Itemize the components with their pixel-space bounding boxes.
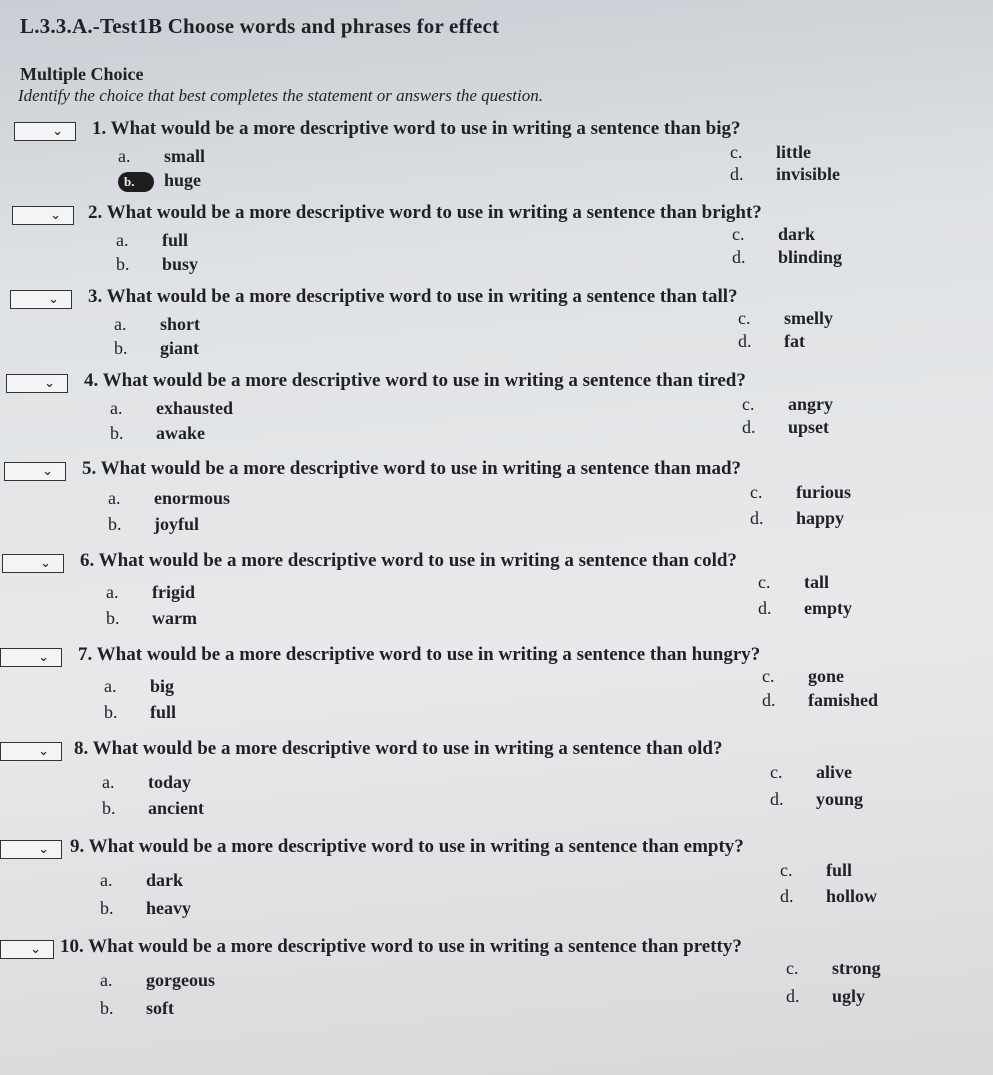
option-c: c. tall <box>758 572 829 592</box>
option-a: a. small <box>118 146 206 166</box>
chevron-down-icon: ⌄ <box>38 842 49 857</box>
option-a: a. short <box>114 314 200 334</box>
question-text: 9. What would be a more descriptive word to use in writing a sentence than empty? <box>70 836 744 857</box>
option-c: c. angry <box>742 394 833 414</box>
option-c: c. smelly <box>738 308 833 328</box>
chevron-down-icon: ⌄ <box>40 556 51 571</box>
option-d: d. blinding <box>732 247 843 267</box>
option-d: d. invisible <box>730 164 841 184</box>
option-a: a. full <box>116 230 189 250</box>
question-text: 7. What would be a more descriptive word to use in writing a sentence than hungry? <box>78 644 761 665</box>
option-a: a. exhausted <box>110 398 234 418</box>
option-d: d. ugly <box>786 986 866 1006</box>
option-c: c. alive <box>770 762 852 782</box>
question-text: 4. What would be a more descriptive word to use in writing a sentence than tired? <box>84 370 746 391</box>
option-d: d. famished <box>762 690 879 710</box>
section-heading: Multiple Choice <box>20 64 144 84</box>
option-b: b. soft <box>100 998 174 1018</box>
option-d: d. upset <box>742 417 830 437</box>
question-text: 3. What would be a more descriptive word to use in writing a sentence than tall? <box>88 286 738 307</box>
option-c: c. gone <box>762 666 844 686</box>
question-text: 1. What would be a more descriptive word to use in writing a sentence than big? <box>92 118 741 139</box>
answer-dropdown-6[interactable] <box>2 554 64 573</box>
option-b: b. giant <box>114 338 200 358</box>
instructions: Identify the choice that best completes the statement or answers the question. <box>18 86 543 105</box>
chevron-down-icon: ⌄ <box>42 464 53 479</box>
answer-dropdown-1[interactable] <box>14 122 76 141</box>
option-c: c. little <box>730 142 811 162</box>
chevron-down-icon: ⌄ <box>38 650 49 665</box>
option-b: b. ancient <box>102 798 204 818</box>
option-b: b. awake <box>110 423 205 443</box>
option-a: a. today <box>102 772 192 792</box>
answer-dropdown-5[interactable] <box>4 462 66 481</box>
chevron-down-icon: ⌄ <box>30 942 41 957</box>
option-d: d. young <box>770 789 864 809</box>
option-d: d. happy <box>750 508 845 528</box>
question-text: 2. What would be a more descriptive word to use in writing a sentence than bright? <box>88 202 762 223</box>
question-text: 8. What would be a more descriptive word to use in writing a sentence than old? <box>74 738 723 759</box>
option-a: a. enormous <box>108 488 230 508</box>
answer-dropdown-2[interactable] <box>12 206 74 225</box>
answer-dropdown-9[interactable] <box>0 840 62 859</box>
question-text: 10. What would be a more descriptive word to use in writing a sentence than pretty? <box>60 936 742 957</box>
selected-answer-marker: b. <box>118 172 154 192</box>
option-a: a. gorgeous <box>100 970 215 990</box>
option-b: b. joyful <box>108 514 199 534</box>
chevron-down-icon: ⌄ <box>52 124 63 139</box>
option-b: b. full <box>104 702 177 722</box>
answer-dropdown-7[interactable] <box>0 648 62 667</box>
answer-dropdown-3[interactable] <box>10 290 72 309</box>
option-b: b. heavy <box>100 898 191 918</box>
option-c: c. strong <box>786 958 881 978</box>
option-a: a. big <box>104 676 175 696</box>
option-c: c. furious <box>750 482 852 502</box>
answer-dropdown-4[interactable] <box>6 374 68 393</box>
question-text: 5. What would be a more descriptive word to use in writing a sentence than mad? <box>82 458 742 479</box>
option-d: d. fat <box>738 331 805 351</box>
option-c: c. dark <box>732 224 816 244</box>
answer-dropdown-8[interactable] <box>0 742 62 761</box>
option-a: a. frigid <box>106 582 195 602</box>
answer-dropdown-10[interactable] <box>0 940 54 959</box>
option-d: d. hollow <box>780 886 878 906</box>
option-b: b. warm <box>106 608 197 628</box>
chevron-down-icon: ⌄ <box>44 376 55 391</box>
chevron-down-icon: ⌄ <box>48 292 59 307</box>
chevron-down-icon: ⌄ <box>50 208 61 223</box>
option-a: a. dark <box>100 870 184 890</box>
question-text: 6. What would be a more descriptive word to use in writing a sentence than cold? <box>80 550 737 571</box>
page-title: L.3.3.A.-Test1B Choose words and phrases for effect <box>20 14 500 38</box>
option-b: b. huge <box>118 170 201 192</box>
option-b: b. busy <box>116 254 199 274</box>
option-d: d. empty <box>758 598 852 618</box>
option-c: c. full <box>780 860 853 880</box>
chevron-down-icon: ⌄ <box>38 744 49 759</box>
